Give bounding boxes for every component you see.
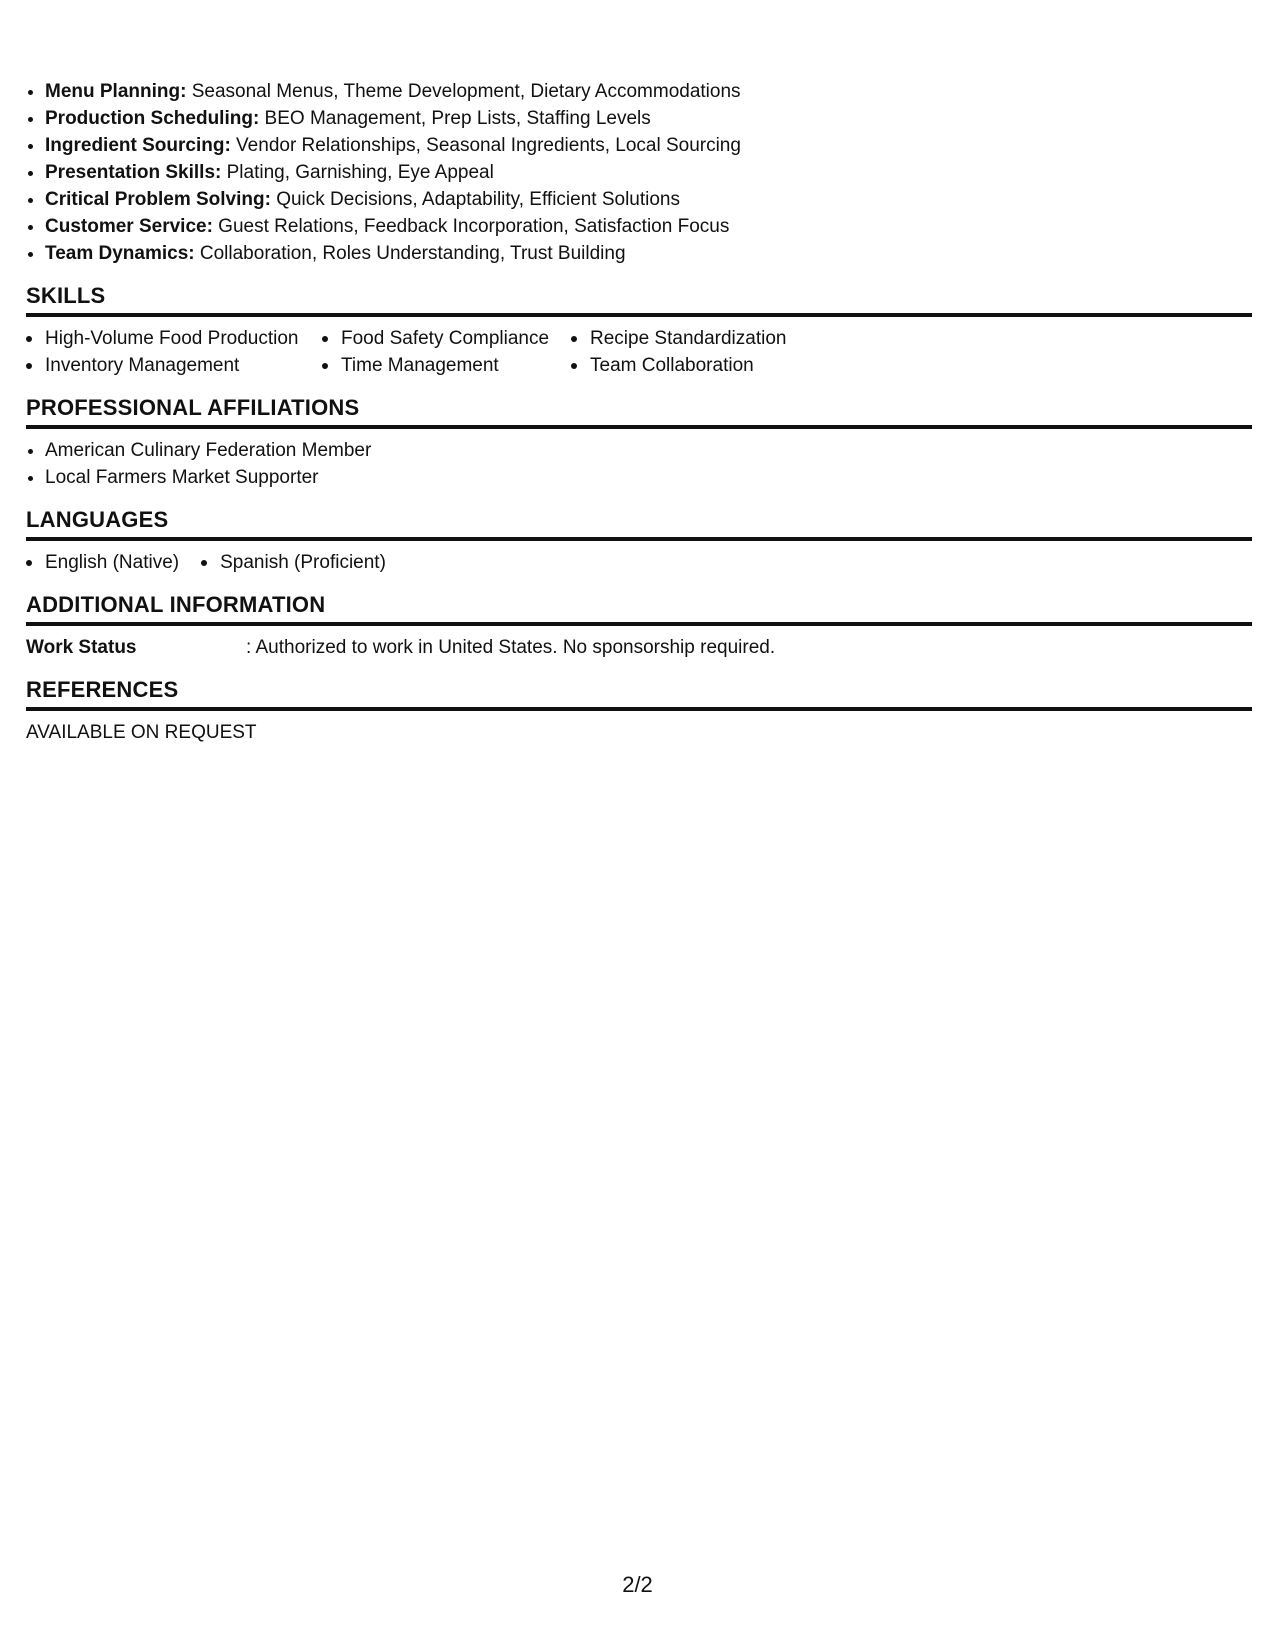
work-status-label: Work Status: [26, 637, 137, 658]
competency-text: Guest Relations, Feedback Incorporation, Satisfaction Focus: [212, 216, 730, 237]
list-item: High-Volume Food Production: [26, 325, 322, 352]
competency-text: Plating, Garnishing, Eye Appeal: [221, 162, 494, 183]
list-item: Time Management: [322, 352, 571, 379]
list-item: [45, 159, 1252, 186]
affiliations-list: [26, 437, 1252, 491]
section-heading: SKILLS: [26, 281, 1252, 317]
list-item: Spanish (Proficient): [201, 549, 386, 576]
list-item: Inventory Management: [26, 352, 322, 379]
competencies-list: [26, 78, 1252, 267]
page-number: 2/2: [622, 1572, 653, 1597]
affiliations-section: [26, 393, 1252, 491]
list-item: [45, 186, 1252, 213]
competency-label: Menu Planning:: [45, 81, 187, 102]
competency-text: BEO Management, Prep Lists, Staffing Levels: [259, 108, 651, 129]
references-section: [26, 675, 1252, 746]
competency-text: Seasonal Menus, Theme Development, Dietary Accommodations: [186, 81, 741, 102]
list-item: [45, 78, 1252, 105]
list-item: Recipe Standardization: [571, 325, 831, 352]
languages-list: [26, 549, 1252, 576]
competency-label: Presentation Skills:: [45, 162, 222, 183]
list-item: • Local Farmers Market Supporter: [45, 464, 1252, 491]
list-item: [45, 105, 1252, 132]
competency-text: Vendor Relationships, Seasonal Ingredients, Local Sourcing: [230, 135, 741, 156]
competency-label: Team Dynamics:: [45, 243, 195, 264]
list-item: English (Native): [26, 549, 179, 576]
competency-label: Critical Problem Solving:: [45, 189, 271, 210]
skills-list: [26, 325, 1252, 379]
resume-page-2: [26, 78, 1252, 746]
additional-information-section: [26, 590, 1252, 661]
section-heading: LANGUAGES: [26, 505, 1252, 541]
references-text: AVAILABLE ON REQUEST: [26, 722, 257, 743]
skills-section: [26, 281, 1252, 379]
list-item: • American Culinary Federation Member: [45, 437, 1252, 464]
work-status-row: [26, 634, 1252, 661]
competency-label: Ingredient Sourcing:: [45, 135, 231, 156]
list-item: Food Safety Compliance: [322, 325, 571, 352]
list-item: [45, 240, 1252, 267]
section-heading: REFERENCES: [26, 675, 1252, 711]
work-status-value: : Authorized to work in United States. No sponsorship required.: [246, 637, 776, 658]
list-item: Team Collaboration: [571, 352, 831, 379]
list-item: [45, 132, 1252, 159]
competency-text: Quick Decisions, Adaptability, Efficient Solutions: [270, 189, 680, 210]
languages-section: [26, 505, 1252, 576]
section-heading: PROFESSIONAL AFFILIATIONS: [26, 393, 1252, 429]
list-item: [45, 213, 1252, 240]
competency-label: Customer Service:: [45, 216, 213, 237]
section-heading: ADDITIONAL INFORMATION: [26, 590, 1252, 626]
competency-text: Collaboration, Roles Understanding, Trust Building: [194, 243, 626, 264]
competency-label: Production Scheduling:: [45, 108, 260, 129]
